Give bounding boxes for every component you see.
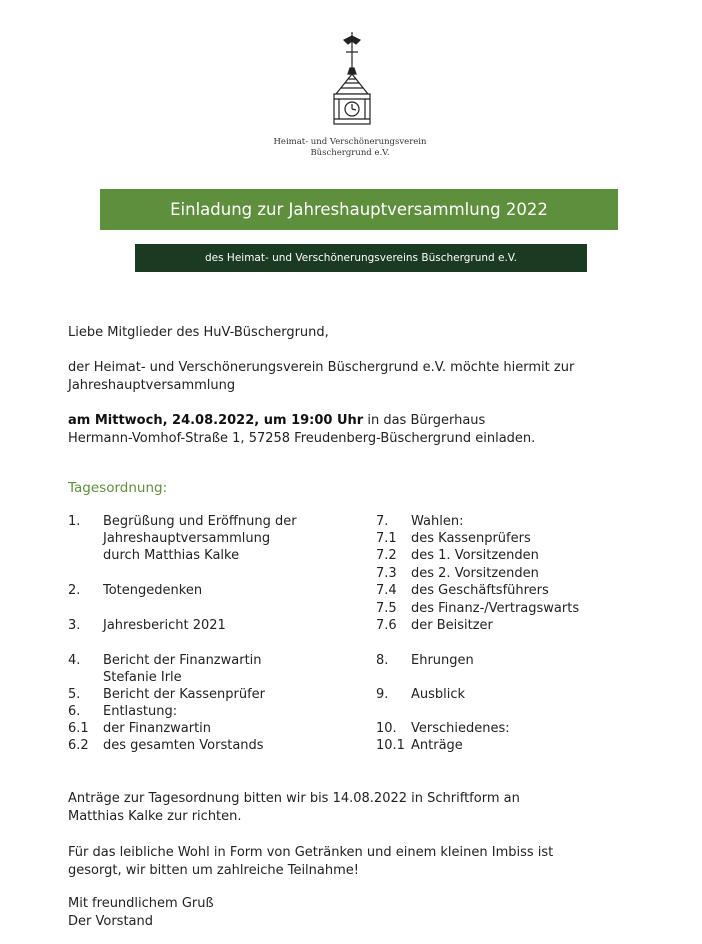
agenda-item-text: Bericht der Finanzwartin [103, 653, 262, 668]
agenda-heading: Tagesordnung: [68, 480, 168, 496]
page-title: Einladung zur Jahreshauptversammlung 2022 [170, 200, 548, 219]
agenda-item-number: 6.2 [68, 738, 89, 753]
agenda-item-text: des 2. Vorsitzenden [411, 566, 539, 581]
agenda-item-text: Wahlen: [411, 514, 464, 529]
agenda-item-text: Totengedenken [103, 583, 203, 598]
date-time-bold: am Mittwoch, 24.08.2022, um 19:00 Uhr [68, 413, 364, 428]
agenda-item-number: 8. [376, 653, 389, 668]
agenda-item-text: des Kassenprüfers [411, 531, 531, 546]
closing-line-1: Mit freundlichem Gruß [68, 896, 214, 911]
agenda-item-number: 7.4 [376, 583, 397, 598]
agenda-item-text: des Finanz-/Vertragswarts [411, 601, 580, 616]
date-location-text: in das Bürgerhaus [363, 413, 486, 428]
agenda-item-number: 10. [376, 721, 397, 736]
catering-paragraph [68, 844, 553, 880]
agenda-item-text: der Beisitzer [411, 618, 493, 633]
requests-line-2: Matthias Kalke zur richten. [68, 809, 242, 824]
agenda-item-number: 6. [68, 704, 81, 719]
agenda-item-text: Ausblick [411, 687, 466, 702]
agenda-item-number: 5. [68, 687, 81, 702]
agenda-item-text: Anträge [411, 738, 463, 753]
agenda-item-text: Begrüßung und Eröffnung der [103, 514, 297, 529]
agenda-item-text: der Finanzwartin [103, 721, 212, 736]
agenda-item-text: Ehrungen [411, 653, 474, 668]
catering-line-2: gesorgt, wir bitten um zahlreiche Teilnahme! [68, 863, 359, 878]
agenda-item-text: durch Matthias Kalke [103, 548, 240, 563]
org-name-line2: Büschergrund e.V. [310, 148, 390, 158]
agenda-item-number: 7.3 [376, 566, 397, 581]
agenda-item-text: des Geschäftsführers [411, 583, 549, 598]
agenda-item-text: Verschiedenes: [411, 721, 510, 736]
catering-line-1: Für das leibliche Wohl in Form von Getränken und einem kleinen Imbiss ist [68, 845, 554, 860]
title-banner [100, 189, 618, 230]
agenda-item-text: Bericht der Kassenprüfer [103, 687, 266, 702]
association-logo-icon [330, 30, 374, 130]
agenda-item-number: 9. [376, 687, 389, 702]
closing [68, 895, 214, 931]
agenda-item-number: 7.5 [376, 601, 397, 616]
agenda-item-text: Jahreshauptversammlung [103, 531, 271, 546]
subtitle-banner [135, 244, 587, 272]
org-name-line1: Heimat- und Verschönerungsverein [273, 137, 427, 147]
date-paragraph [68, 412, 535, 448]
intro-line-1: der Heimat- und Verschönerungsverein Büschergrund e.V. möchte hiermit zur [68, 360, 575, 375]
intro-line-2: Jahreshauptversammlung [68, 378, 236, 393]
closing-line-2: Der Vorstand [68, 914, 153, 929]
agenda-item-text: Stefanie Irle [103, 670, 182, 685]
intro-paragraph [68, 359, 574, 395]
agenda-item-text: des gesamten Vorstands [103, 738, 264, 753]
agenda-item-number: 1. [68, 514, 81, 529]
agenda-item-number: 7.2 [376, 548, 397, 563]
agenda-item-number: 3. [68, 618, 81, 633]
agenda-item-number: 4. [68, 653, 81, 668]
agenda-item-number: 7.6 [376, 618, 397, 633]
agenda-item-number: 10.1 [376, 738, 405, 753]
greeting: Liebe Mitglieder des HuV-Büschergrund, [68, 325, 329, 340]
agenda-item-number: 2. [68, 583, 81, 598]
requests-line-1: Anträge zur Tagesordnung bitten wir bis 14.08.2022 in Schriftform an [68, 791, 520, 806]
agenda-item-number: 7. [376, 514, 389, 529]
agenda-item-number: 6.1 [68, 721, 89, 736]
agenda-item-number: 7.1 [376, 531, 397, 546]
agenda-item-text: Entlastung: [103, 704, 178, 719]
requests-paragraph [68, 790, 520, 826]
address-line: Hermann-Vomhof-Straße 1, 57258 Freudenberg-Büschergrund einladen. [68, 431, 536, 446]
page-subtitle: des Heimat- und Verschönerungsvereins Büschergrund e.V. [205, 252, 517, 264]
organization-name [250, 137, 450, 159]
agenda-item-text: des 1. Vorsitzenden [411, 548, 539, 563]
agenda-item-text: Jahresbericht 2021 [103, 618, 226, 633]
